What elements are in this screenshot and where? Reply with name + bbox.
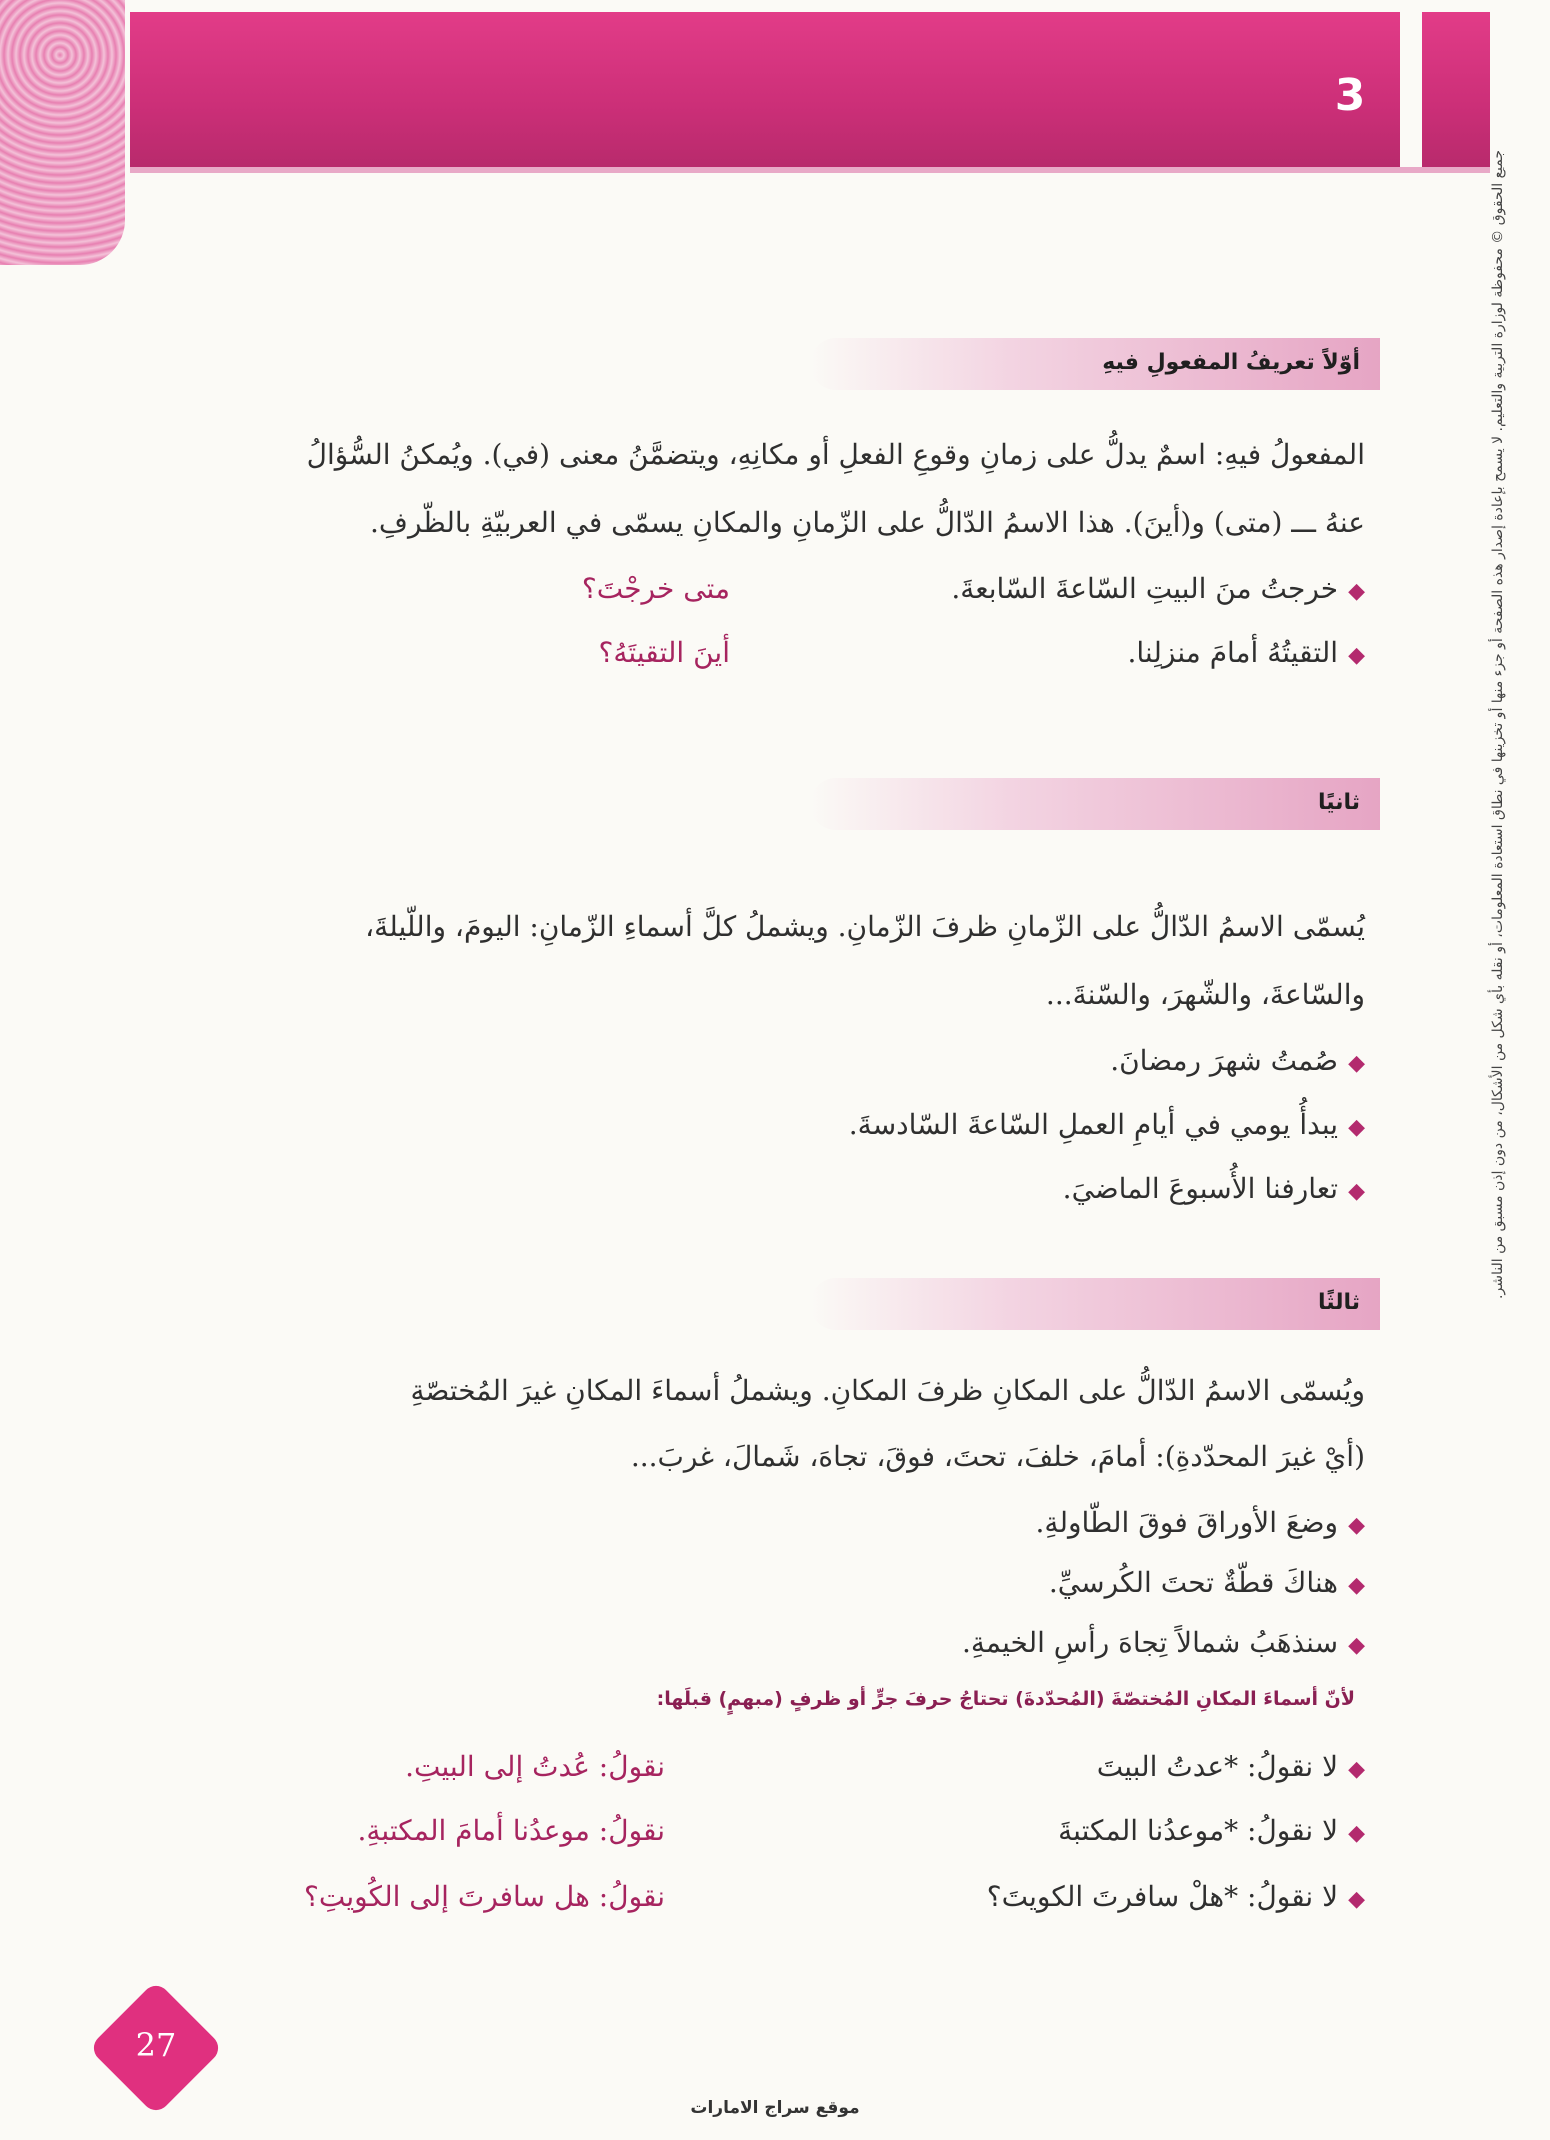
comparison-right: نقولُ: موعدُنا أمامَ المكتبةِ. xyxy=(357,1814,665,1847)
header-band xyxy=(130,12,1490,173)
example-item: ◆تعارفنا الأُسبوعَ الماضيَ. xyxy=(1062,1172,1365,1205)
bullet-icon: ◆ xyxy=(1348,1757,1365,1782)
example-item: ◆خرجتُ منَ البيتِ السّاعةَ السّابعةَ. xyxy=(951,572,1365,605)
corner-decoration xyxy=(0,0,125,265)
bullet-icon: ◆ xyxy=(1348,1821,1365,1846)
chapter-number: 3 xyxy=(1334,70,1366,121)
comparison-wrong: ◆لا نقولُ: *موعدُنا المكتبةَ xyxy=(1058,1814,1365,1847)
bullet-icon: ◆ xyxy=(1348,643,1365,668)
section2-line-2: والسّاعةَ، والشّهرَ، والسّنةَ... xyxy=(1045,978,1365,1011)
bullet-icon: ◆ xyxy=(1348,1633,1365,1658)
footer-site-name: موقع سراج الامارات xyxy=(690,2098,860,2118)
bullet-icon: ◆ xyxy=(1348,1573,1365,1598)
comparison-wrong: ◆لا نقولُ: *هلْ سافرتَ الكويتَ؟ xyxy=(986,1880,1365,1913)
bullet-icon: ◆ xyxy=(1348,579,1365,604)
grammar-note: لأنّ أسماءَ المكانِ المُختصّةَ (المُحدّدةَ) تحتاجُ حرفَ جرٍّ أو ظرفٍ (مبهمٍ) قبلَها: xyxy=(656,1688,1355,1710)
section2-line-1: يُسمّى الاسمُ الدّالُّ على الزّمانِ ظرفَ الزّمانِ. ويشملُ كلَّ أسماءِ الزّمانِ: اليومَ، واللّيلةَ، xyxy=(365,910,1365,943)
example-item: ◆وضعَ الأوراقَ فوقَ الطّاولةِ. xyxy=(1035,1506,1365,1539)
comparison-right: نقولُ: هل سافرتَ إلى الكُويتِ؟ xyxy=(304,1880,665,1913)
section3-line-1: ويُسمّى الاسمُ الدّالُّ على المكانِ ظرفَ المكانِ. ويشملُ أسماءَ المكانِ غيرَ المُختصّةِ xyxy=(410,1374,1365,1407)
example-question: متى خرجْتَ؟ xyxy=(581,572,730,605)
example-item: ◆صُمتُ شهرَ رمضانَ. xyxy=(1110,1044,1365,1077)
example-question: أينَ التقيتَهُ؟ xyxy=(598,636,730,669)
section1-line-1: المفعولُ فيهِ: اسمٌ يدلُّ على زمانِ وقوعِ الفعلِ أو مكانِهِ، ويتضمَّنُ معنى (في). ويُمكنُ السُّؤالُ xyxy=(306,438,1365,471)
copyright-note: جميع الحقوق © محفوظة لوزارة التربية والتعليم. لا يسمح بإعادة إصدار هذه الصفحة أو جزء منها أو تخزينها في نطاق استعادة المعلومات، أو نقله بأي شكل من الأشكال، من دون إذن مسبق من الناشر. xyxy=(1490,150,1506,1299)
comparison-right: نقولُ: عُدتُ إلى البيتِ. xyxy=(405,1750,665,1783)
section-title-2: ثانيًا xyxy=(810,778,1380,830)
page-number: 27 xyxy=(135,2026,177,2064)
example-item: ◆هناكَ قطّةٌ تحتَ الكُرسيِّ. xyxy=(1048,1566,1365,1599)
example-item: ◆سنذهَبُ شمالاً تِجاهَ رأسِ الخيمةِ. xyxy=(961,1626,1365,1659)
example-item: ◆التقيتُهُ أمامَ منزلِنا. xyxy=(1127,636,1365,669)
section-title-3: ثالثًا xyxy=(810,1278,1380,1330)
header-divider xyxy=(1400,12,1422,167)
comparison-wrong: ◆لا نقولُ: *عدتُ البيتَ xyxy=(1096,1750,1365,1783)
bullet-icon: ◆ xyxy=(1348,1887,1365,1912)
section-title-1: أوّلاً تعريفُ المفعولِ فيهِ xyxy=(810,338,1380,390)
bullet-icon: ◆ xyxy=(1348,1179,1365,1204)
bullet-icon: ◆ xyxy=(1348,1051,1365,1076)
example-item: ◆يبدأُ يومي في أيامِ العملِ السّاعةَ السّادسةَ. xyxy=(848,1108,1365,1141)
bullet-icon: ◆ xyxy=(1348,1513,1365,1538)
section3-line-2: (أيْ غيرَ المحدّدةِ): أمامَ، خلفَ، تحتَ، فوقَ، تجاهَ، شَمالَ، غربَ... xyxy=(630,1440,1365,1473)
bullet-icon: ◆ xyxy=(1348,1115,1365,1140)
section1-line-2: عنهُ ـــ (متى) و(أينَ). هذا الاسمُ الدّالُّ على الزّمانِ والمكانِ يسمّى في العربيّةِ بالظّرفِ. xyxy=(370,506,1365,539)
